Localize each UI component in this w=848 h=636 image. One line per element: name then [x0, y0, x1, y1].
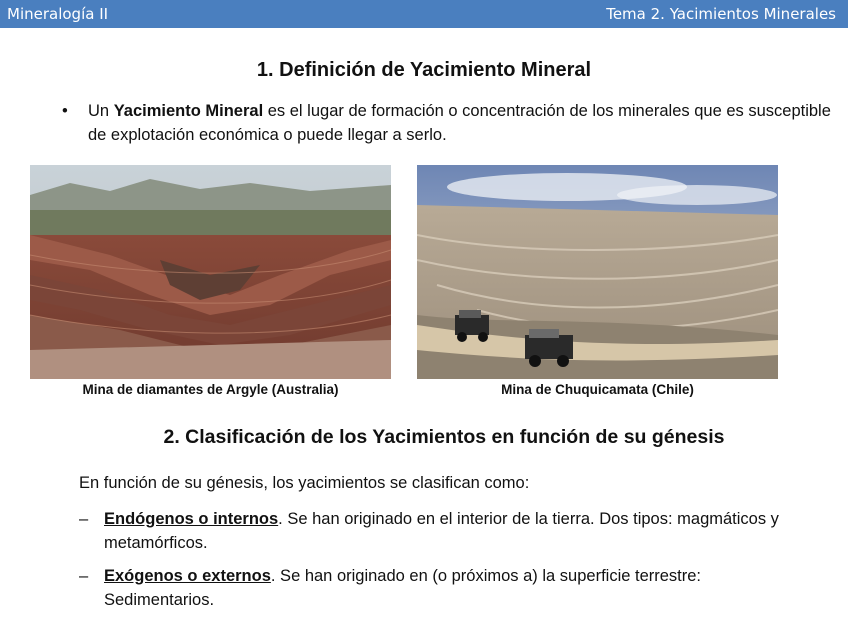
argyle-mine-photo	[30, 165, 391, 379]
term-endogenous: Endógenos o internos	[104, 510, 279, 528]
chuquicamata-mine-photo	[417, 165, 778, 379]
list-item-text	[104, 564, 804, 612]
definition-text	[88, 99, 832, 147]
list-item-text	[104, 507, 804, 555]
definition-rest: es el lugar de formación o concentración de los minerales que es susceptible de explotación económica o puede llegar a serlo.	[88, 102, 831, 144]
slide-header	[0, 0, 848, 28]
classification-intro: En función de su génesis, los yacimientos se clasifican como:	[79, 474, 530, 492]
topic-title: Tema 2. Yacimientos Minerales	[606, 5, 836, 23]
course-title: Mineralogía II	[7, 5, 109, 23]
definition-prefix: Un	[88, 102, 114, 120]
list-dash: –	[79, 567, 89, 585]
term-exogenous: Exógenos o externos	[104, 567, 271, 585]
bullet-dot: •	[62, 102, 68, 120]
desc-exogenous: . Se han originado en (o próximos a) la superficie terrestre: Sedimentarios.	[104, 567, 702, 609]
section2-title: 2. Clasificación de los Yacimientos en función de su génesis	[163, 426, 725, 448]
argyle-caption: Mina de diamantes de Argyle (Australia)	[82, 382, 339, 397]
section1-title: 1. Definición de Yacimiento Mineral	[256, 59, 592, 81]
chuquicamata-caption: Mina de Chuquicamata (Chile)	[501, 382, 694, 397]
list-dash: –	[79, 510, 89, 528]
desc-endogenous: . Se han originado en el interior de la tierra. Dos tipos: magmáticos y metamórficos.	[104, 510, 779, 552]
definition-term: Yacimiento Mineral	[113, 102, 264, 120]
